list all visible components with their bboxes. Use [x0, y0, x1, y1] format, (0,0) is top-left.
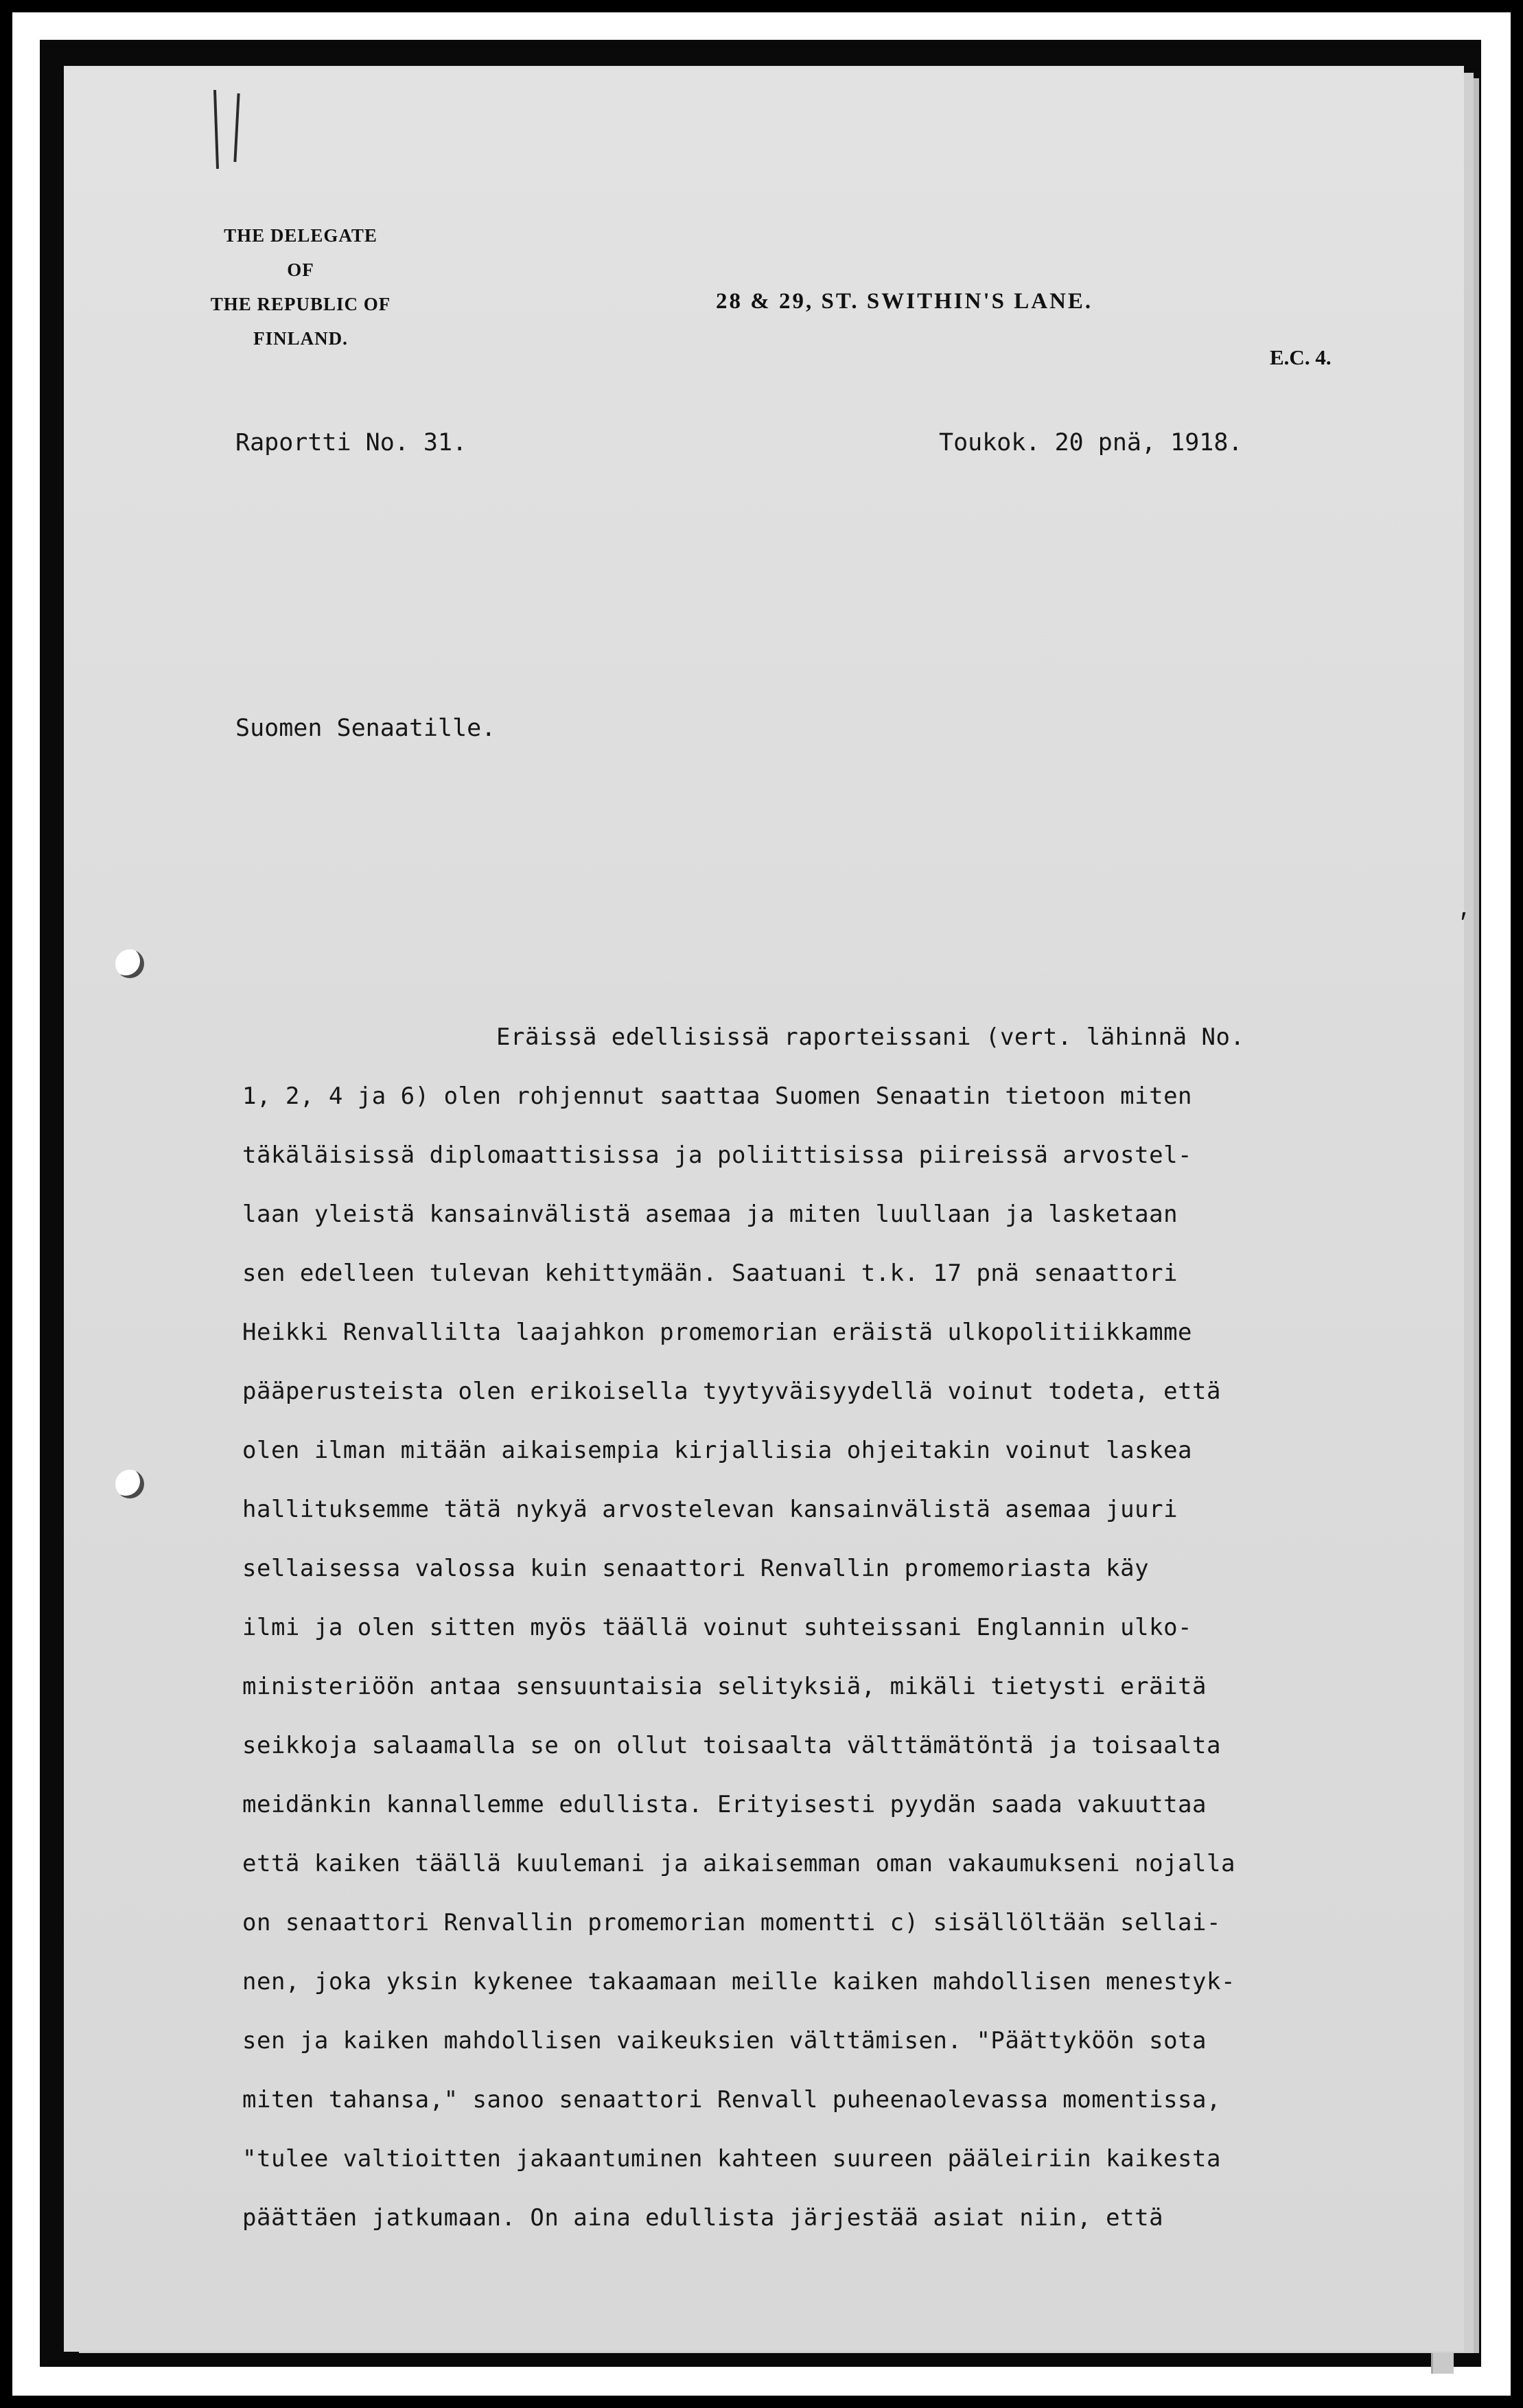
salutation: Suomen Senaatille.: [235, 715, 496, 742]
body-line: miten tahansa," sanoo senaattori Renvall puheenaolevassa momentissa,: [242, 2086, 1221, 2114]
body-line: seikkoja salaamalla se on ollut toisaalta välttämätöntä ja toisaalta: [242, 1732, 1221, 1759]
punch-hole-bottom: [115, 1470, 144, 1498]
body-line: 1, 2, 4 ja 6) olen rohjennut saattaa Suomen Senaatin tietoon miten: [242, 1083, 1193, 1110]
letterhead-line: OF: [287, 259, 314, 280]
body-line: olen ilman mitään aikaisempia kirjallisia ohjeitakin voinut laskea: [242, 1437, 1193, 1464]
body-line: "tulee valtioitten jakaantuminen kahteen suureen pääleiriin kaikesta: [242, 2145, 1221, 2173]
letterhead-postcode: E.C. 4.: [1270, 345, 1332, 369]
report-date: Toukok. 20 pnä, 1918.: [939, 429, 1243, 456]
body-line: Heikki Renvallilta laajahkon promemorian eräistä ulkopolitiikkamme: [242, 1319, 1193, 1346]
body-line: täkäläisissä diplomaattisissa ja poliittisissa piireissä arvostel-: [242, 1142, 1193, 1169]
letterhead-line: THE REPUBLIC OF: [210, 294, 391, 314]
letterhead: [156, 218, 445, 356]
body-line: hallituksemme tätä nykyä arvostelevan kansainvälistä asemaa juuri: [242, 1496, 1178, 1523]
body-line: on senaattori Renvallin promemorian momentti c) sisällöltään sellai-: [242, 1909, 1221, 1936]
report-number: Raportti No. 31.: [235, 429, 467, 456]
body-line: sen edelleen tulevan kehittymään. Saatuani t.k. 17 pnä senaattori: [242, 1260, 1178, 1287]
body-line: nen, joka yksin kykenee takaamaan meille kaiken mahdollisen menestyk-: [242, 1968, 1235, 1995]
pencil-mark: [233, 93, 240, 162]
margin-mark: ′: [1461, 906, 1467, 940]
body-line: laan yleistä kansainvälistä asemaa ja miten luullaan ja lasketaan: [242, 1201, 1178, 1228]
body-line: sellaisessa valossa kuin senaattori Renvallin promemoriasta käy: [242, 1555, 1150, 1582]
letter-body: [242, 1008, 1395, 2247]
body-line: ministeriöön antaa sensuuntaisia selityksiä, mikäli tietysti eräitä: [242, 1673, 1207, 1700]
body-line: pääperusteista olen erikoisella tyytyväisyydellä voinut todeta, että: [242, 1378, 1221, 1405]
punch-hole-top: [115, 949, 144, 978]
body-line: meidänkin kannallemme edullista. Erityisesti pyydän saada vakuuttaa: [242, 1791, 1207, 1818]
body-line: ilmi ja olen sitten myös täällä voinut suhteissani Englannin ulko-: [242, 1614, 1193, 1641]
letterhead-line: THE DELEGATE: [224, 225, 377, 246]
pencil-mark: [213, 90, 219, 169]
scan-frame: [12, 12, 1511, 2396]
body-line: päättäen jatkumaan. On aina edullista järjestää asiat niin, että: [242, 2204, 1164, 2232]
body-line: että kaiken täällä kuulemani ja aikaisemman oman vakaumukseni nojalla: [242, 1850, 1235, 1877]
body-line: Eräissä edellisissä raporteissani (vert. lähinnä No.: [496, 1023, 1245, 1051]
body-line: sen ja kaiken mahdollisen vaikeuksien välttämisen. "Päättyköön sota: [242, 2027, 1207, 2054]
letterhead-address: 28 & 29, ST. SWITHIN'S LANE.: [716, 289, 1093, 314]
letterhead-line: FINLAND.: [253, 328, 348, 349]
